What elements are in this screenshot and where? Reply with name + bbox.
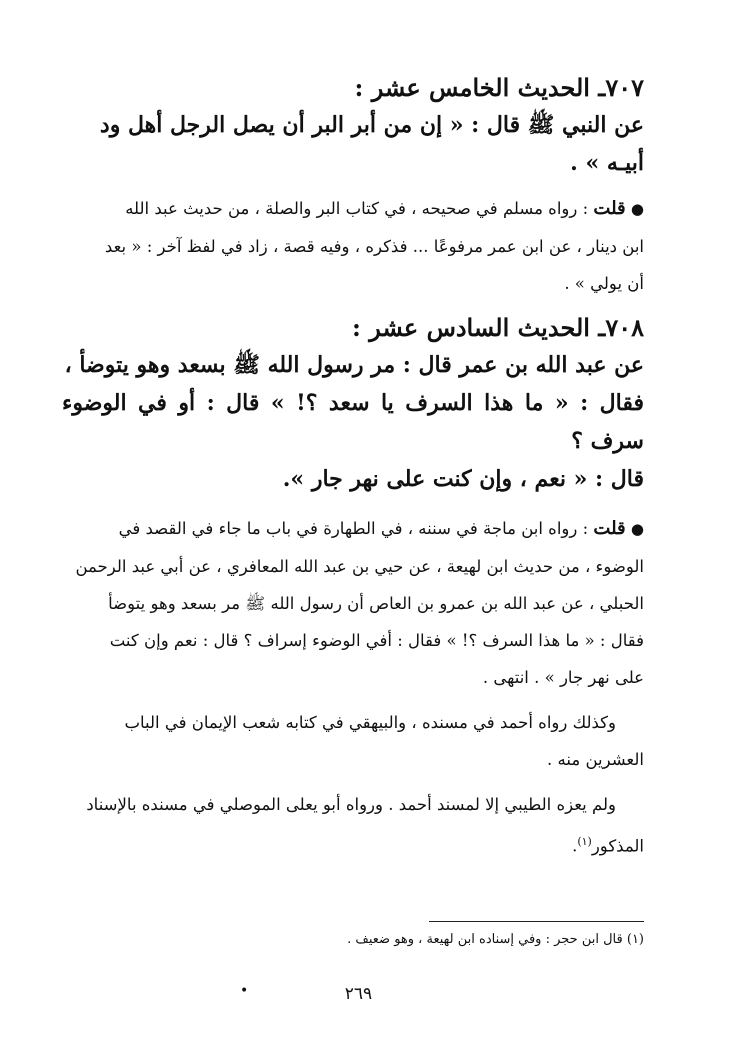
hadith-708-text-line-3: قال : « نعم ، وإن كنت على نهر جار ». [282, 466, 644, 492]
paragraph-tibi-line-2: المذكور$^{(١)}$. [572, 835, 644, 856]
note-708-line-4: فقال : « ما هذا السرف ؟! » فقال : أفي الوضوء إسراف ؟ قال : نعم وإن كنت [109, 631, 644, 650]
footnote-reference[interactable]: (١) [577, 835, 592, 848]
footnote-divider [429, 921, 644, 922]
note-label: قلت [593, 198, 626, 219]
bullet-icon: ● [630, 200, 644, 218]
hadith-708-text-line-2: فقال : « ما هذا السرف يا سعد ؟! » قال : أو في الوضوء سرف ؟ [62, 390, 644, 454]
note-707-line-2: ابن دينار ، عن ابن عمر مرفوعًا ... فذكره ، وفيه قصة ، زاد في لفظ آخر : « بعد [104, 237, 644, 256]
page-number: ٢٦٩ [344, 984, 373, 1004]
note-707-line-3: أن يولي » . [564, 274, 644, 293]
footnote: (١) قال ابن حجر : وفي إسناده ابن لهيعة ، وهو ضعيف . [347, 932, 644, 947]
paragraph-ahmad-line-2: العشرين منه . [547, 750, 644, 769]
note-708-line-1: ● قلت : رواه ابن ماجة في سننه ، في الطهارة في باب ما جاء في القصد في [118, 518, 644, 539]
hadith-708-heading: ٧٠٨ـ الحديث السادس عشر : [352, 313, 644, 342]
note-707-line-1: ● قلت : رواه مسلم في صحيحه ، في كتاب البر والصلة ، من حديث عبد الله [125, 198, 644, 219]
note-708-line-2: الوضوء ، من حديث ابن لهيعة ، عن حيي بن عبد الله المعافري ، عن أبي عبد الرحمن [75, 557, 644, 576]
page-body [62, 70, 644, 1064]
bullet-icon: ● [630, 520, 644, 538]
dot-mark: • [240, 983, 249, 999]
hadith-707-heading: ٧٠٧ـ الحديث الخامس عشر : [354, 73, 644, 102]
note-708-line-3: الحبلي ، عن عبد الله بن عمرو بن العاص أن رسول الله ﷺ مر بسعد وهو يتوضأ [108, 594, 644, 613]
hadith-708-text-line-1: عن عبد الله بن عمر قال : مر رسول الله ﷺ بسعد وهو يتوضأ ، [64, 352, 644, 378]
note-708-line-5: على نهر جار » . انتهى . [482, 668, 644, 687]
note-label: قلت [593, 518, 626, 539]
hadith-707-text-line-2: أبيـه » . [570, 150, 644, 176]
paragraph-ahmad-line-1: وكذلك رواه أحمد في مسنده ، والبيهقي في كتابه شعب الإيمان في الباب [124, 713, 616, 732]
paragraph-tibi-line-1: ولم يعزه الطيبي إلا لمسند أحمد . ورواه أبو يعلى الموصلي في مسنده بالإسناد [86, 795, 616, 814]
hadith-707-text-line-1: عن النبي ﷺ قال : « إن من أبر البر أن يصل الرجل أهل ود [99, 112, 644, 138]
